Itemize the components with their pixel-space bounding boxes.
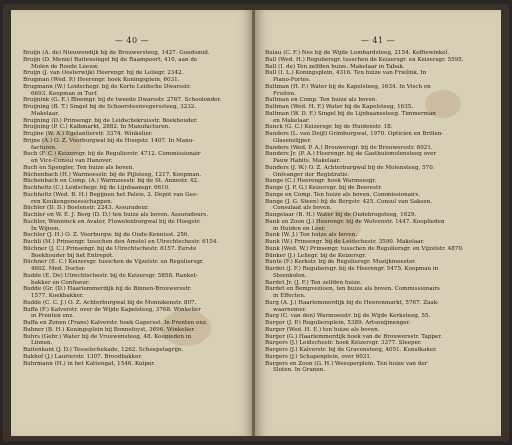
directory-entry-line: Piano-Fortes. xyxy=(273,77,311,83)
directory-entry-line: Glasenslijper. xyxy=(273,137,312,144)
directory-entry-line: Büchler (D. D.) Boelenstr. 2243. Assuradeur. xyxy=(23,205,149,212)
directory-entry-line: Büchenbach en Comp. (A.) Warmoesstr. bij de St. Annestr. 42. xyxy=(23,178,199,185)
right-page xyxy=(255,10,501,436)
directory-entry-line: Buchholtz (C.) Leidschegr. bij de Lijnbaansgr. 6610. xyxy=(23,185,171,191)
directory-entry-line: Bruijn (A. de) Nieuwendijk bij de Brouwersteeg, 1427. Goudsmid. xyxy=(23,50,210,56)
right-page-text xyxy=(265,50,491,430)
directory-entry-line: Burgers en Zoon (G. H.) Weesperplein. Ten huize van der xyxy=(265,360,428,367)
open-book xyxy=(3,4,509,441)
directory-entry-line: Bunders Jr. (P. A.) Heerengr. bij de Gasthuismolensteeg over xyxy=(265,151,437,158)
directory-entry-line: In Wijnen. xyxy=(31,225,61,232)
directory-entry-line: Buchler en W. E. J. Berg (D. D.) ten huize als boven. Assuradeurs. xyxy=(23,212,209,218)
directory-entry-line: Burgers (J.) Schapenplein, over 6031. xyxy=(265,353,372,360)
directory-entry-line: Buchli (M.) Prinsengr. tusschen den Amstel en Utrechtschestr. 6154. xyxy=(23,239,219,245)
directory-entry-line: Buffa en Zonen (Frans) Kalverstr. hoek Gapersst. In Prenten enz. xyxy=(23,320,208,326)
left-page-number: — 40 — xyxy=(114,36,150,45)
directory-entry-line: Burdet en Bempvezioen, ten huize als boven. Commissionairs xyxy=(265,286,440,293)
directory-entry-line: in Huiden en Leer. xyxy=(273,225,326,232)
directory-entry-line: Büchner (E. C.) Keizersgr. tusschen de Vijzelstr. en Reguliersgr. xyxy=(23,259,204,266)
directory-entry-line: Burger (Wed. H. E.) ten huize als boven. xyxy=(265,326,380,333)
directory-entry-line: Bulau (C. F.) Nes bij de Wijde Lombardsteeg, 2154. Koffiewinkel. xyxy=(265,50,450,56)
directory-entry-line: Buffa (F.) Kalverstr. over de Wijde Kapelsteeg, 3768. Winkelier xyxy=(23,306,201,313)
directory-entry-line: Bunders (J. W.) O. Z. Achterburgwal bij de Molensteeg, 570. xyxy=(265,164,435,171)
directory-entry-line: Sloten. In Granen. xyxy=(273,367,326,374)
directory-entry-line: Bruijning (D.) Prinsengr. bij de Leidschekruisstr. Boekhouder. xyxy=(23,117,198,124)
directory-entry-line: Steenkolen. xyxy=(273,272,307,279)
directory-entry-line: Bultman (W. D. F.) Singel bij de Lijnbaanssteeg. Timmerman xyxy=(265,110,436,117)
directory-entry-line: Burdet Jr. (J. F.) Ten zelfden huize. xyxy=(265,279,362,286)
directory-entry-line: Bukhof (J.) Laurierstr. 1307. Broodbakker. xyxy=(23,353,143,360)
directory-entry-line: Buchler (J. H.) O. Z. Voorburgw. bij de Oude-Kennisst. 256. xyxy=(23,232,190,239)
directory-entry-line: Buch (F. C.) Keizersgr. bij de Regulierstr. 4712. Commissionair xyxy=(23,151,201,158)
directory-entry-line: Burg (A. J.) Haarlemmerdijk bij de Heerenmarkt, 5767. Zaak- xyxy=(265,299,439,306)
directory-entry-line: Bungelaar (B. H.) Water bij de Oudebrugsteeg, 1629. xyxy=(265,212,417,218)
directory-entry-line: Bunge en Comp. Ten huize als boven. Commissionairs. xyxy=(265,191,421,198)
directory-entry-line: Budde (C. C. J.) O. Z. Achterburgwal bij de Monnikenstr. 807. xyxy=(23,299,197,306)
directory-entry-line: Bruijning (B. T.) Singel bij de Schoorsteenvegerssteeg, 3232. xyxy=(23,104,197,110)
directory-entry-line: Bunk (W. J.) Ten huize als boven. xyxy=(265,232,358,239)
directory-entry-line: Buhrmann (H.) in het Kattengat, 1546. Kuiper. xyxy=(23,360,156,367)
directory-entry-line: Fruiten. xyxy=(273,90,296,97)
directory-entry-line: Büchenbach (H.) Warmoesstr. bij de Pijlsteeg, 1217. Koopman. xyxy=(23,171,202,178)
directory-entry-line: Burgers (J.) Kalverstr. bij de Gravensteeg, 4051. Kunstkaker. xyxy=(265,347,437,353)
directory-entry-line: Bunte (F.) Kerkstr. bij de Reguliersgr. Muzijkmeester. xyxy=(265,259,416,266)
directory-entry-line: Buchholtz (Wed. B. H.) Begijnen het Paleis, 2. Depôt van Gee- xyxy=(23,191,199,198)
left-page xyxy=(11,10,253,436)
directory-entry-line: Molen de Roode Leeuw. xyxy=(31,63,99,70)
directory-entry-line: Burg (C. van den) Warmoesstr. bij de Wijde Kerksteeg, 55. xyxy=(265,313,431,320)
directory-entry-line: Burger (J. P.) Reguliersplein, 5389. Artsenijmenger. xyxy=(265,320,411,326)
directory-entry-line: Makelaar. xyxy=(31,110,60,117)
directory-entry-line: in Effecten. xyxy=(273,293,306,299)
directory-entry-line: Bruijnink (G. E.) Bloemgr. bij de tweede Dwarsstr. 2767. Schoolonder. xyxy=(23,97,222,104)
directory-entry-line: Linnen. xyxy=(31,340,53,347)
directory-entry-line: Buitenkant (J. D.) Tesselschekade, 1262. Scheepstagrijn. xyxy=(23,347,184,353)
directory-entry-line: Bunge (C.) Heerengr. hoek Warmoesgr. xyxy=(265,178,377,185)
directory-entry-line: Buchler, Wenninck en Avater, Fluwelenburgwal bij de Hoogstr. xyxy=(23,218,201,225)
directory-entry-line: Bunge (J. P. G.) Keizersgr. bij de Beerestr. xyxy=(265,185,383,191)
directory-entry-line: Bunders (Wed. P. A.) Brouwersgr. bij de Brouwersstr. 6021. xyxy=(265,144,433,151)
directory-entry-line: Brijne (A.) O. Z. Voorburgwal bij de Hoogstr. 1407. In Manu- xyxy=(23,137,195,144)
directory-entry-line: Bunk (Wed. W.) Prinsengr. tusschen de Reguliersgr. en Vijzelstr. 4870. xyxy=(265,245,464,252)
directory-entry-line: Burdet (J. F.) Reguliersgr. bij de Heerengr. 5475. Koopman in xyxy=(265,266,439,272)
directory-entry-line: Bünker (J.) Leliegr. bij de Keizersgr. xyxy=(265,252,367,259)
directory-entry-line: Bruijn (D. Menie) Buitensingel bij de Raampoort, 410, aan de xyxy=(23,56,198,63)
directory-entry-line: Buhner (B. H.) Koningsplein bij Bonnefoyst, 3696. Winkelier. xyxy=(23,326,196,333)
directory-entry-line: Bunck (G. C.) Keizersgr. bij de Huidenstr. 18. xyxy=(265,124,393,131)
directory-entry-line: en Makelaar. xyxy=(273,117,310,124)
directory-entry-line: Burger (G.) Haarlemmerdijk hoek van de Brouwersstr. Tapper. xyxy=(265,333,443,340)
directory-entry-line: 4602. Med. Doctor. xyxy=(31,266,86,272)
directory-entry-line: Bunge (J. G. Steen) bij de Bergstr. 425. Consul van Saksen. xyxy=(265,198,433,205)
directory-entry-line: Buch en Spengler, Ten huize als boven. xyxy=(23,164,135,171)
directory-entry-line: Brugman (Wed. P.) Heerengr. hoek Koningsplein, 6031. xyxy=(23,77,180,83)
directory-entry-line: en Vice-Consul van Hanover. xyxy=(31,158,113,164)
directory-entry-line: Bunders (L. van Deijl) Grimburgwal, 1970. Opticien en Brillen- xyxy=(265,131,444,137)
directory-entry-line: Bruijning (P. C.) Kalkmarkt, 2882. In Manufacturen. xyxy=(23,124,171,131)
directory-entry-line: Buhrs (Gebr.) Water bij de Vrouwensteeg, 48. Koopieden in xyxy=(23,333,192,340)
directory-entry-line: 6693. Koopman in Turf. xyxy=(31,90,98,97)
directory-entry-line: Consulaat als boven. xyxy=(273,205,332,212)
directory-entry-line: Bultman en Comp. Ten huize als boven. xyxy=(265,97,378,104)
directory-entry-line: Bull (I. de) Ten zelfden huize. Makelaar in Tabak. xyxy=(265,63,405,70)
directory-entry-line: Boekhouder bij het Entrepôt. xyxy=(31,252,114,259)
directory-entry-line: ren Koukengeneesschappen. xyxy=(31,198,113,205)
directory-entry-line: Burgers (J.) Leidschestr. hoek Keizersgr. 3377. Sleeper. xyxy=(265,340,422,347)
directory-entry-line: Bruijn (J. van Oosterwijk) Heerengr. bij de Leliegr. 2342. xyxy=(23,70,184,77)
directory-entry-line: Bunk (W.) Prinsengr. bij de Leidschestr. 3590. Makelaar. xyxy=(265,239,425,245)
directory-entry-line: Bunk en Zoon (J.) Heerengr. bij de Wolvenstr. 1447. Kooplieden xyxy=(265,218,445,225)
directory-entry-line: Brugmann (W.) Leidschegr. bij de Korte Leidsche Dwarsstr. xyxy=(23,83,191,90)
directory-entry-line: Pauw Habits. Makelaar. xyxy=(273,158,341,164)
directory-entry-line: bakker en Confiseur. xyxy=(31,279,90,286)
directory-entry-line: waarnemer. xyxy=(273,306,307,313)
left-page-text xyxy=(23,50,245,430)
directory-entry-line: in Prenten enz. xyxy=(31,313,75,320)
directory-entry-line: Bultman (H. F.) Water bij de Kapelsteeg, 1634. In Visch en xyxy=(265,83,431,90)
directory-entry-line: Ontvanger der Registratie. xyxy=(273,171,350,178)
directory-entry-line: 1577. Koekbakker. xyxy=(31,293,84,299)
directory-entry-line: Brujine (W. A.) Egelantierstr. 3374. Winkelier. xyxy=(23,131,153,137)
directory-entry-line: Büchner (J. C.) Prinsengr. bij de Utrechtschestr. 6157. Eerste xyxy=(23,245,197,252)
directory-entry-line: Budde (E. De) Utrechtschestr. bij de Keizersgr. 5858. Ranket- xyxy=(23,272,198,279)
directory-entry-line: Budde (Gr. (D.) Haarlemmerdijk bij de Binnen-Brouwersstr. xyxy=(23,286,192,293)
directory-entry-line: Bultman (Wed. H. F.) Water bij de Kapelsteeg, 1635. xyxy=(265,104,414,110)
directory-entry-line: Bull (Wed. H.) Reguliersgr. tusschen de Keizersgr. en Keizersgr. 5595. xyxy=(265,56,464,63)
right-page-number: — 41 — xyxy=(360,36,396,45)
directory-entry-line: Bull (I. L.) Koningsplein, 4316. Ten huize van Frielink. In xyxy=(265,70,427,77)
directory-entry-line: facturen. xyxy=(31,144,57,151)
